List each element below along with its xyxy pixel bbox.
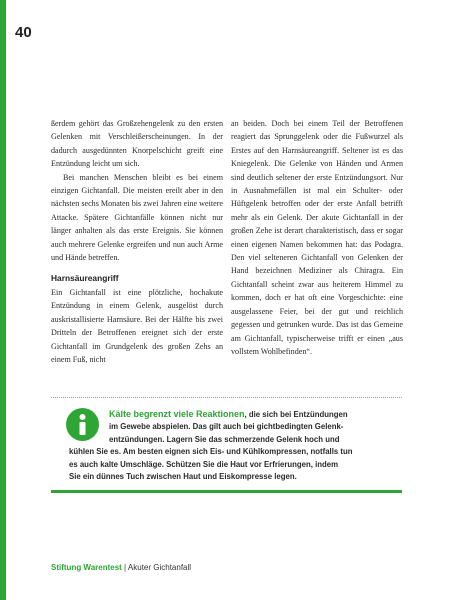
tip-box-bottom-rule bbox=[51, 490, 402, 493]
section-heading: Harnsäureangriff bbox=[51, 273, 119, 284]
accent-side-bar bbox=[0, 0, 6, 600]
footer-brand: Stiftung Warentest bbox=[51, 563, 122, 572]
paragraph: Ein Gichtanfall ist eine plötzliche, hochakute Entzündung in einem Gelenk, ausgelöst durch auskristallisierte Harnsäure. Bei der Hälfte bis zwei Dritteln der Betroffenen ereignet sich der erste Gichtanfall im Grundgelenk des großen Zehs an einem Fuß, nicht bbox=[51, 287, 223, 364]
tip-text: Kälte begrenzt viele Reaktionen, die sich bei Entzündungen im Gewebe abspielen. Das gilt auch bei gichtbedingten Gelenk- entzündungen. Lagern Sie das schmerzende Gelenk hoch und kühlen Sie es. Am besten eignen sich Eis- und Kühlkompressen, notfalls tun es auch kalte Umschläge. Schützen Sie die Haut vor Erfrierungen, indem Sie ein dünnes Tuch zwischen Haut und Eiskompresse legen. bbox=[69, 409, 353, 482]
footer-separator: | bbox=[121, 563, 128, 572]
left-column bbox=[51, 117, 223, 366]
footer-title: Akuter Gichtanfall bbox=[127, 563, 192, 572]
tip-box-top-rule bbox=[51, 397, 402, 399]
paragraph: an beiden. Doch bei einem Teil der Betroffenen reagiert das Sprunggelenk oder die Fußwurzel als Erstes auf den Harnsäureangriff. Seltener ist es das Kniegelenk. Die Gelenke von Händen und Armen sind deutlich seltener der erste Entzündungsort. Nur in Ausnahmefällen ist mal ein Schulter- oder Hüftgelenk betroffen oder der erste Anfall betrifft mehr als ein Gelenk. Der akute Gichtanfall in der großen Zehe ist derart charakteristisch, dass er sogar einen eigenen Namen bekommen hat: das Podagra. Den viel selteneren Gichtanfall von Gelenken der Hand bezeichnen Mediziner als Chiragra. Ein Gichtanfall scheint zwar aus heiterem Himmel zu kommen, doch er hat oft eine Vorgeschichte: eine ausgelassene Feier, bei der gut und reichlich gegessen und getrunken wurde. Das ist das Gemeine am Gichtanfall, typischerweise trifft er einen „aus vollstem Wohlbefinden“. bbox=[231, 119, 403, 356]
running-footer bbox=[51, 563, 191, 572]
paragraph: Bei manchen Menschen bleibt es bei einem einzigen Gichtanfall. Die meisten ereilt aber in den nächsten sechs Monaten bis zwei Jahren eine weitere Attacke. Spätere Gichtanfälle können nicht nur länger anhalten als das erste Ereignis. Sie können auch mehrere Gelenke ergreifen und nun auch Arme und Hände betreffen. bbox=[51, 172, 223, 263]
paragraph: ßerdem gehört das Großzehengelenk zu den ersten Gelenken mit Verschleißerscheinungen. In der dadurch ausgedünnten Knorpelschicht greift eine Entzündung leicht um sich. bbox=[51, 119, 223, 169]
tip-box bbox=[51, 397, 402, 493]
page-number: 40 bbox=[15, 24, 32, 41]
tip-highlight: Kälte begrenzt viele Reaktionen bbox=[109, 409, 245, 419]
right-column bbox=[231, 117, 403, 358]
